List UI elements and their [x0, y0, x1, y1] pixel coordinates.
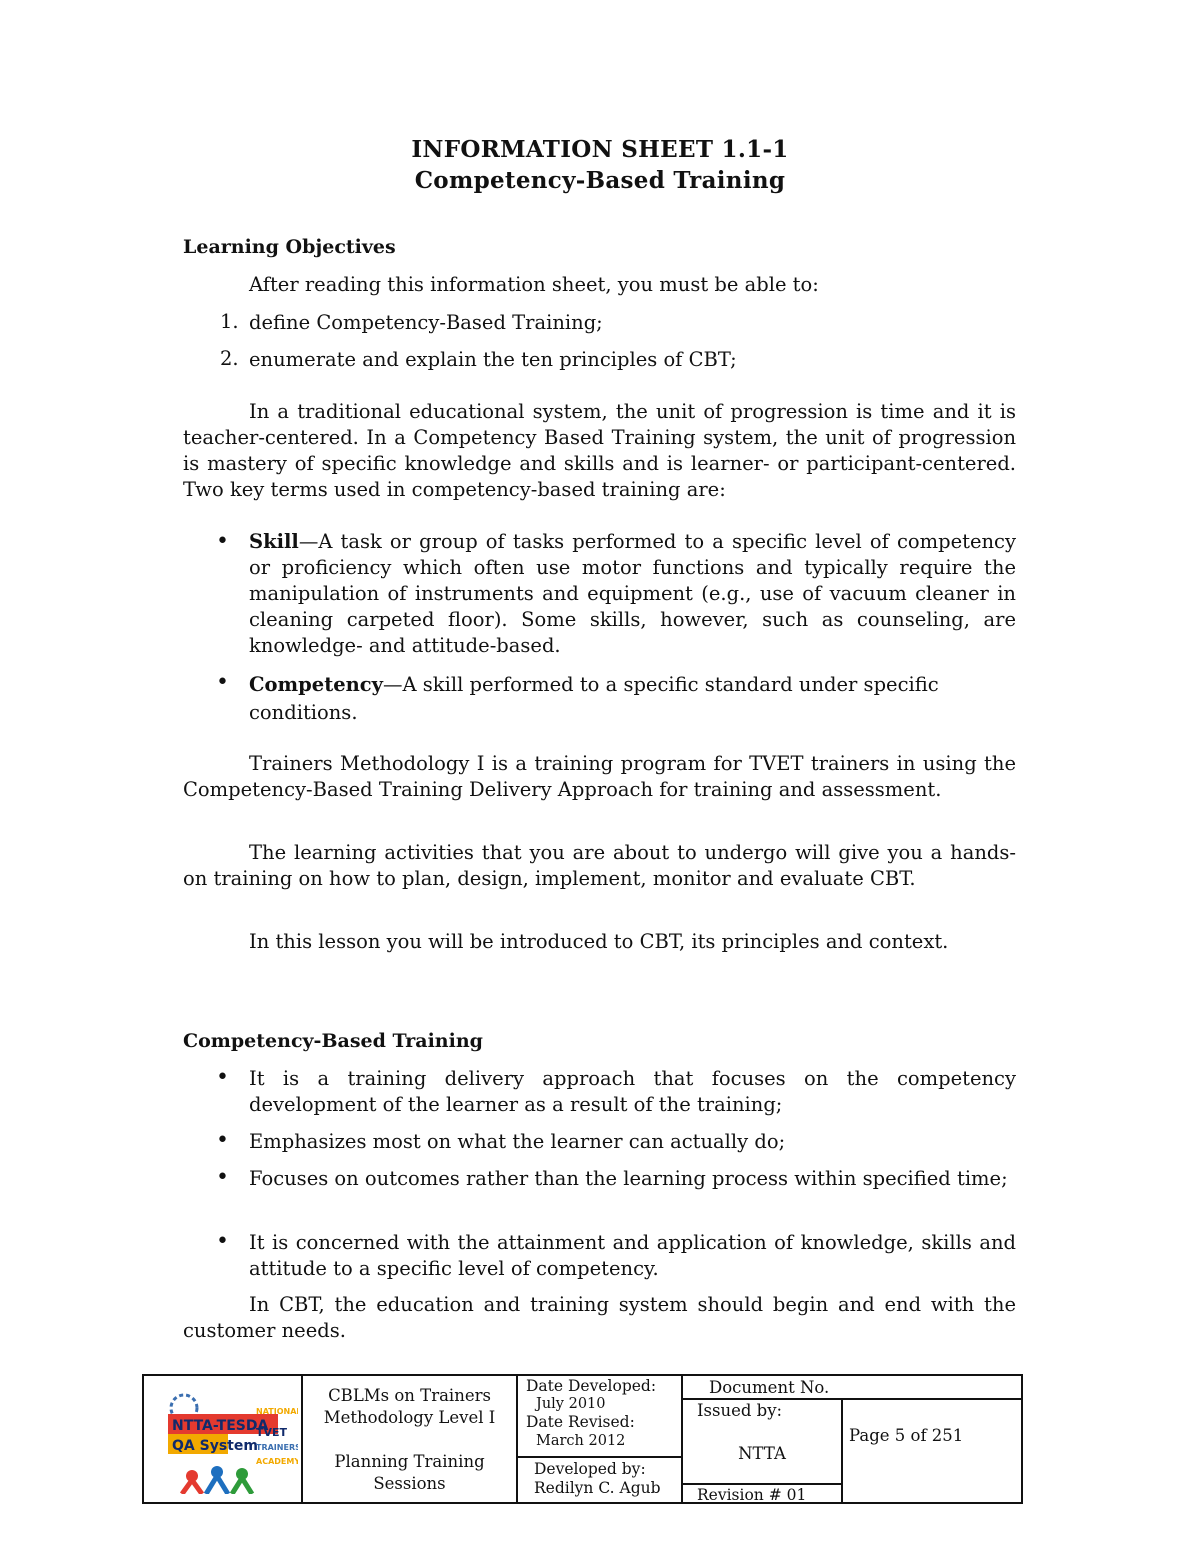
cbt-point-1: It is a training delivery approach that focuses on the competency development of the learner as a result of the training; — [249, 1067, 1016, 1116]
objective-item-2: enumerate and explain the ten principles of CBT; — [249, 348, 737, 371]
document-no-label: Document No. — [709, 1378, 830, 1397]
logo-text-trainers: TRAINERS — [256, 1443, 298, 1452]
issued-by-value: NTTA — [738, 1444, 786, 1463]
logo-text-national: NATIONAL — [256, 1407, 298, 1416]
cbt-point-3: Focuses on outcomes rather than the learning process within specified time; — [249, 1167, 1008, 1190]
cbt-heading: Competency-Based Training — [183, 1030, 483, 1052]
date-developed-value: July 2010 — [536, 1396, 606, 1412]
developed-by-label: Developed by: — [534, 1460, 646, 1478]
bullet-cbt-4: • — [216, 1229, 229, 1254]
logo-text-academy: ACADEMY — [256, 1457, 298, 1466]
lesson-paragraph: In this lesson you will be introduced to CBT, its principles and context. — [249, 930, 949, 953]
date-revised-value: March 2012 — [536, 1433, 626, 1449]
sheet-subtitle: Competency-Based Training — [414, 167, 786, 194]
skill-term: Skill — [249, 530, 299, 553]
competency-text: —A skill performed to a specific standard under specific conditions. — [249, 673, 939, 724]
bullet-cbt-3: • — [216, 1165, 229, 1190]
bullet-competency: • — [216, 670, 229, 695]
objective-item-1: define Competency-Based Training; — [249, 311, 603, 334]
objective-number-2: 2. — [220, 347, 239, 370]
skill-text: —A task or group of tasks performed to a specific level of competency or proficiency which often use motor functions and typically require the manipulation of instruments and equipment (e.g., use of vacuum cleaner in cleaning carpeted floor). Some skills, however, such as counseling, are knowledge- and attitude-based. — [249, 530, 1016, 657]
closing-paragraph: In CBT, the education and training system should begin and end with the customer needs. — [183, 1293, 1016, 1342]
module-title-line2: Methodology Level I — [323, 1408, 496, 1427]
bullet-cbt-1: • — [216, 1065, 229, 1090]
cbt-point-4: It is concerned with the attainment and application of knowledge, skills and attitude to a specific level of competency. — [249, 1231, 1016, 1280]
issued-by-label: Issued by: — [697, 1401, 783, 1420]
activities-paragraph: The learning activities that you are about to undergo will give you a hands-on training on how to plan, design, implement, monitor and evaluate CBT. — [183, 841, 1016, 890]
revision-number: Revision # 01 — [697, 1486, 807, 1504]
document-footer-table — [142, 1374, 1023, 1504]
objectives-heading: Learning Objectives — [183, 236, 396, 258]
date-developed-label: Date Developed: — [526, 1377, 657, 1395]
date-revised-label: Date Revised: — [526, 1413, 635, 1431]
bullet-cbt-2: • — [216, 1128, 229, 1153]
ntta-tesda-logo — [162, 1384, 298, 1494]
logo-text-qa: QA System — [172, 1438, 258, 1454]
module-title-line3: Planning Training — [334, 1452, 485, 1471]
cbt-point-2: Emphasizes most on what the learner can actually do; — [249, 1130, 786, 1153]
objectives-intro: After reading this information sheet, you must be able to: — [249, 273, 819, 296]
bullet-skill: • — [216, 529, 229, 554]
objective-number-1: 1. — [220, 310, 239, 333]
logo-text-ntta: NTTA-TESDA — [172, 1418, 269, 1434]
module-title-line1: CBLMs on Trainers — [328, 1386, 491, 1405]
module-title-line4: Sessions — [373, 1474, 446, 1493]
competency-definition — [249, 671, 1009, 727]
logo-text-tvet: TVET — [256, 1426, 288, 1439]
skill-definition — [249, 529, 1016, 659]
sheet-title: INFORMATION SHEET 1.1-1 — [411, 136, 789, 163]
program-paragraph: Trainers Methodology I is a training program for TVET trainers in using the Competency-Based Training Delivery Approach for training and assessment. — [183, 752, 1016, 801]
logo-graphic — [162, 1384, 298, 1494]
page-number: Page 5 of 251 — [849, 1426, 964, 1445]
intro-paragraph: In a traditional educational system, the unit of progression is time and it is teacher-centered. In a Competency Based Training system, the unit of progression is mastery of specific knowledge and skills and is learner- or participant-centered. Two key terms used in competency-based training are: — [183, 400, 1016, 501]
developed-by-value: Redilyn C. Agub — [534, 1479, 661, 1497]
competency-term: Competency — [249, 673, 383, 696]
